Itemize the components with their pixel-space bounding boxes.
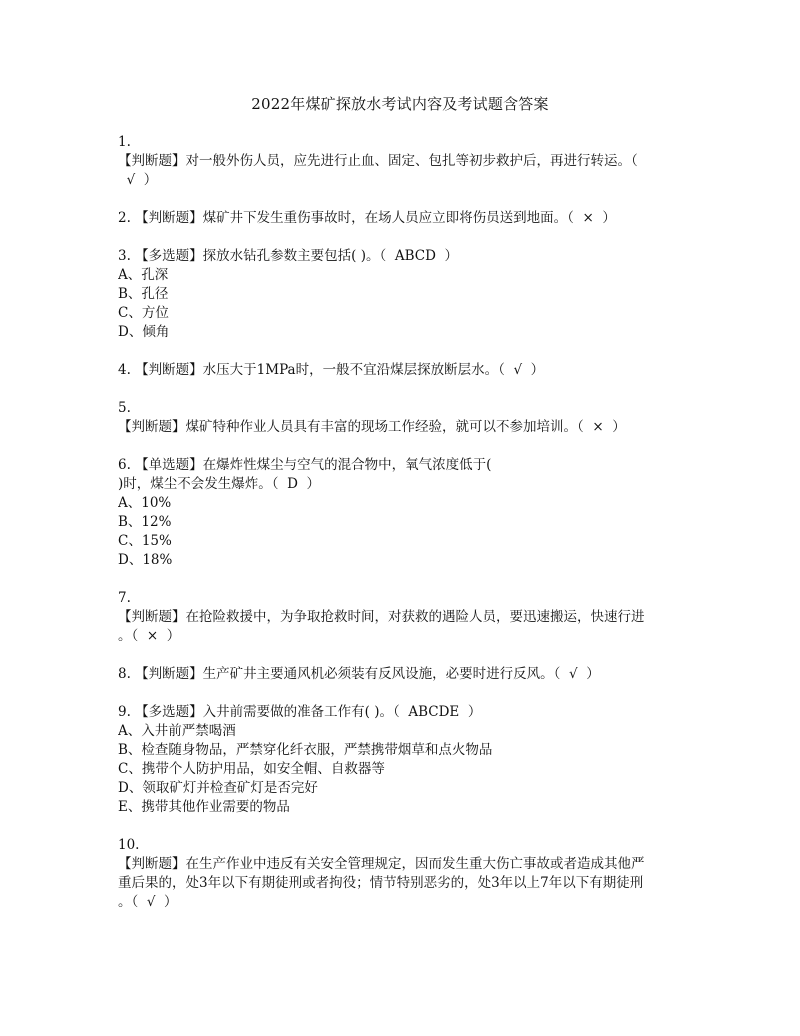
question-list xyxy=(118,133,688,931)
question-line: 1. xyxy=(118,134,131,150)
question-line: D、领取矿灯并检查矿灯是否完好 xyxy=(118,780,318,796)
question-line: 2. 【判断题】煤矿井下发生重伤事故时，在场人员应立即将伤员送到地面。（ × ） xyxy=(118,210,616,226)
question-line: 6. 【单选题】在爆炸性煤尘与空气的混合物中，氧气浓度低于( xyxy=(118,457,492,473)
question-line: 10. xyxy=(118,837,140,853)
question-line: C、15% xyxy=(118,533,172,549)
question-item xyxy=(118,399,688,437)
question-line: 【判断题】煤矿特种作业人员具有丰富的现场工作经验，就可以不参加培训。（ × ） xyxy=(118,419,626,435)
question-item xyxy=(118,456,688,570)
document-title: 2022年煤矿探放水考试内容及考试题含答案 xyxy=(251,95,549,113)
question-item xyxy=(118,133,688,190)
question-item xyxy=(118,665,688,684)
question-line: 重后果的，处3年以下有期徒刑或者拘役；情节特别恶劣的，处3年以上7年以下有期徒刑 xyxy=(118,875,644,891)
question-item xyxy=(118,836,688,912)
question-line: B、孔径 xyxy=(118,286,169,302)
question-line: 4. 【判断题】水压大于1MPa时，一般不宜沿煤层探放断层水。（ √ ） xyxy=(118,362,545,378)
question-line: )时，煤尘不会发生爆炸。（ D ） xyxy=(118,476,321,492)
question-line: 。（ × ） xyxy=(118,628,181,644)
question-line: 3. 【多选题】探放水钻孔参数主要包括( )。（ ABCD ） xyxy=(118,248,458,264)
question-line: A、孔深 xyxy=(118,267,169,283)
question-item xyxy=(118,247,688,342)
question-line: B、检查随身物品，严禁穿化纤衣服，严禁携带烟草和点火物品 xyxy=(118,742,493,758)
question-line: 5. xyxy=(118,400,131,416)
question-line: E、携带其他作业需要的物品 xyxy=(118,799,290,815)
question-item xyxy=(118,209,688,228)
question-line: D、18% xyxy=(118,552,173,568)
question-line: A、10% xyxy=(118,495,172,511)
question-line: √ ） xyxy=(118,172,158,188)
question-item xyxy=(118,703,688,817)
question-line: 【判断题】在生产作业中违反有关安全管理规定，因而发生重大伤亡事故或者造成其他严 xyxy=(118,856,645,872)
question-line: 9. 【多选题】入井前需要做的准备工作有( )。（ ABCDE ） xyxy=(118,704,482,720)
question-line: 8. 【判断题】生产矿井主要通风机必须装有反风设施，必要时进行反风。（ √ ） xyxy=(118,666,600,682)
question-line: A、入井前严禁喝酒 xyxy=(118,723,236,739)
question-line: C、方位 xyxy=(118,305,169,321)
question-line: C、携带个人防护用品，如安全帽、自救器等 xyxy=(118,761,385,777)
question-line: 。（ √ ） xyxy=(118,894,178,910)
question-item xyxy=(118,361,688,380)
question-line: B、12% xyxy=(118,514,172,530)
question-item xyxy=(118,589,688,646)
question-line: 【判断题】在抢险救援中，为争取抢救时间，对获救的遇险人员，要迅速搬运，快速行进 xyxy=(118,609,645,625)
question-line: 【判断题】对一般外伤人员，应先进行止血、固定、包扎等初步救护后，再进行转运。（ xyxy=(118,153,638,169)
question-line: D、倾角 xyxy=(118,324,170,340)
question-line: 7. xyxy=(118,590,131,606)
